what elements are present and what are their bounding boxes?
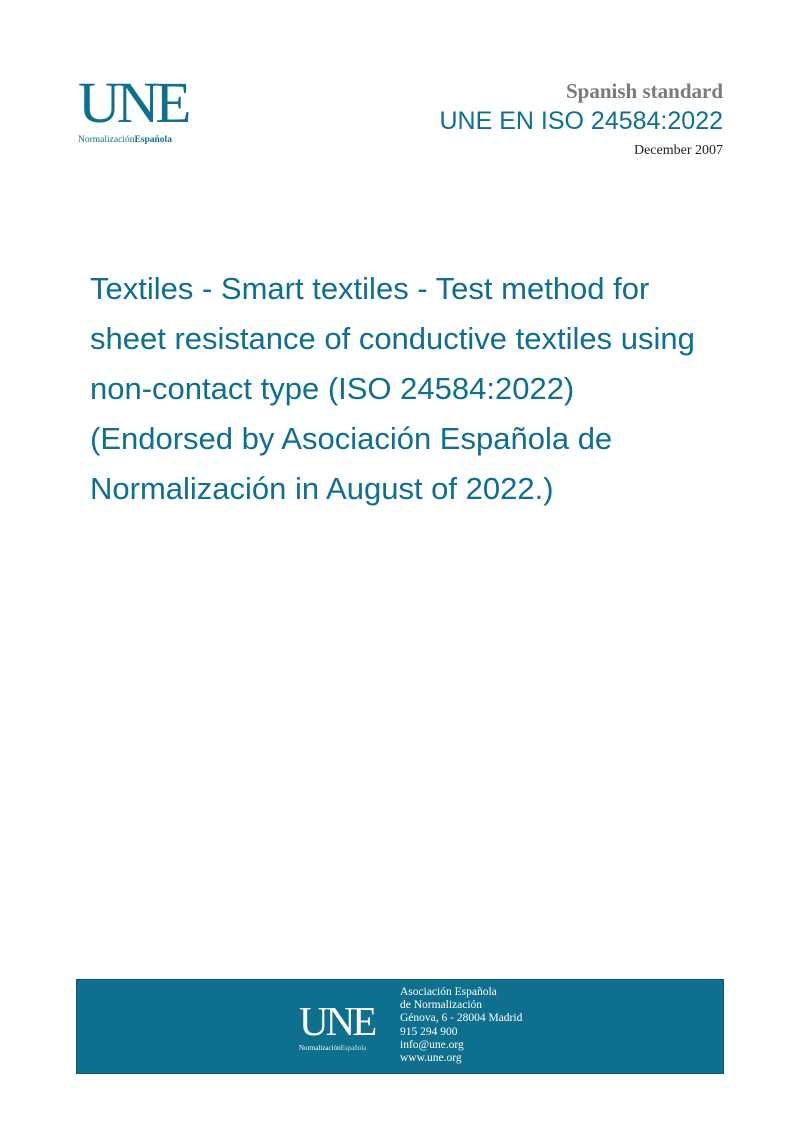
footer-tagline-normalizacion: Normalización <box>299 1044 341 1052</box>
footer-tagline-espanola: Española <box>340 1044 367 1052</box>
une-logo <box>78 70 198 145</box>
tagline-normalizacion: Normalización <box>78 135 135 145</box>
standard-type-label: Spanish standard <box>566 79 723 103</box>
footer-une-logo <box>299 1000 389 1050</box>
contact-email[interactable]: info@une.org <box>400 1038 464 1051</box>
contact-address: Génova, 6 - 28004 Madrid <box>400 1012 523 1025</box>
standard-date: December 2007 <box>633 143 723 158</box>
footer-band <box>76 979 724 1074</box>
standard-code: UNE EN ISO 24584:2022 <box>439 107 723 135</box>
footer-logo-mark: UNE <box>299 998 375 1044</box>
contact-website[interactable]: www.une.org <box>400 1052 462 1065</box>
document-title: Textiles - Smart textiles - Test method for sheet resistance of conductive textiles using non-contact type (ISO 24584:2022) (Endorsed by Asociación Española de Normalización in August of 2022.) <box>90 271 695 506</box>
footer-contact <box>400 986 522 1065</box>
contact-org-line2: de Normalización <box>400 999 483 1012</box>
standard-header <box>440 78 724 160</box>
une-logo-tagline <box>78 135 198 146</box>
une-logo-mark: UNE <box>78 70 188 135</box>
contact-phone: 915 294 900 <box>400 1025 458 1038</box>
footer-logo-tagline <box>299 1044 389 1052</box>
tagline-espanola: Española <box>134 135 172 145</box>
contact-org-line1: Asociación Española <box>400 986 497 998</box>
